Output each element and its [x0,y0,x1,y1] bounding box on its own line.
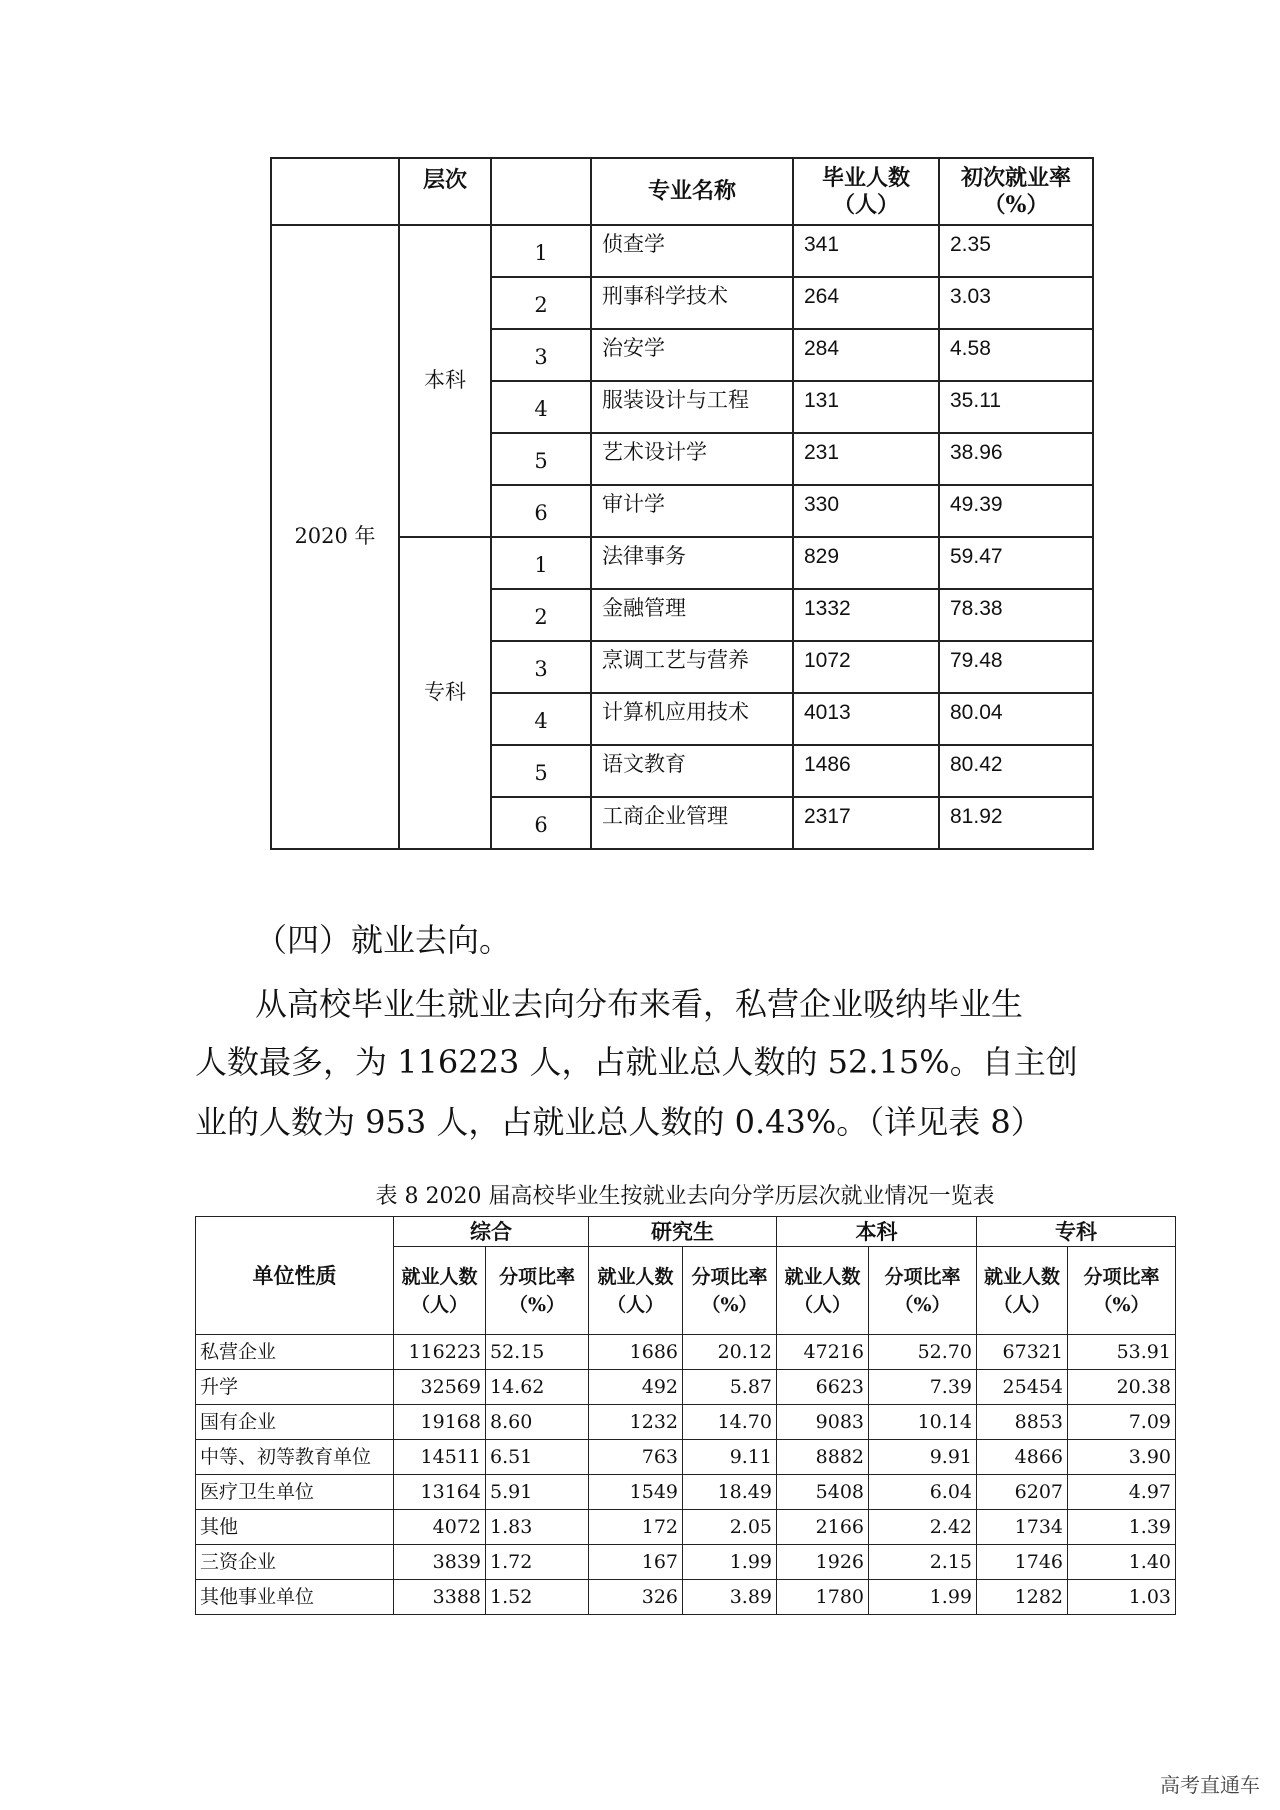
major-name: 计算机应用技术 [591,693,793,745]
value-cell: 5.87 [683,1370,777,1405]
row-number: 4 [491,693,591,745]
year-cell: 2020 年 [271,225,399,849]
grad-count: 341 [793,225,939,277]
unit-type: 其他事业单位 [196,1580,394,1615]
value-cell: 6207 [977,1475,1068,1510]
group-header: 专科 [977,1217,1176,1247]
value-cell: 52.15 [486,1335,589,1370]
table-row [196,1405,1176,1440]
table-caption: 表 8 2020 届高校毕业生按就业去向分学历层次就业情况一览表 [375,1184,995,1209]
value-cell: 20.12 [683,1335,777,1370]
grad-count: 284 [793,329,939,381]
value-cell: 52.70 [869,1335,977,1370]
employment-destination-table [195,1216,1176,1615]
row-number: 6 [491,797,591,849]
row-number: 3 [491,641,591,693]
group-header: 本科 [777,1217,977,1247]
major-name: 语文教育 [591,745,793,797]
value-cell: 8.60 [486,1405,589,1440]
value-cell: 1.83 [486,1510,589,1545]
employment-rate: 80.04 [939,693,1093,745]
value-cell: 1.72 [486,1545,589,1580]
row-number: 5 [491,745,591,797]
value-cell: 167 [589,1545,683,1580]
value-cell: 326 [589,1580,683,1615]
major-name: 金融管理 [591,589,793,641]
employment-rate: 81.92 [939,797,1093,849]
table-row [196,1335,1176,1370]
value-cell: 5.91 [486,1475,589,1510]
unit-type: 升学 [196,1370,394,1405]
value-cell: 20.38 [1068,1370,1176,1405]
header-level: 层次 [399,158,491,225]
value-cell: 116223 [394,1335,486,1370]
value-cell: 6.51 [486,1440,589,1475]
value-cell: 1.40 [1068,1545,1176,1580]
sub-header: 就业人数（人） [394,1247,486,1335]
employment-rate: 59.47 [939,537,1093,589]
employment-rate: 2.35 [939,225,1093,277]
unit-type: 国有企业 [196,1405,394,1440]
value-cell: 1.99 [869,1580,977,1615]
table-row [196,1545,1176,1580]
table-header-row [271,158,1093,225]
value-cell: 2.15 [869,1545,977,1580]
major-name: 烹调工艺与营养 [591,641,793,693]
row-number: 2 [491,589,591,641]
watermark: 高考直通车 [1160,1773,1260,1797]
value-cell: 1549 [589,1475,683,1510]
value-cell: 6.04 [869,1475,977,1510]
grad-count: 4013 [793,693,939,745]
employment-rate: 80.42 [939,745,1093,797]
major-name: 治安学 [591,329,793,381]
value-cell: 14511 [394,1440,486,1475]
table-row [196,1370,1176,1405]
row-number: 3 [491,329,591,381]
grad-count: 131 [793,381,939,433]
major-name: 侦查学 [591,225,793,277]
grad-count: 2317 [793,797,939,849]
value-cell: 9.11 [683,1440,777,1475]
header-major: 专业名称 [591,158,793,225]
value-cell: 47216 [777,1335,869,1370]
row-number: 1 [491,225,591,277]
value-cell: 25454 [977,1370,1068,1405]
value-cell: 5408 [777,1475,869,1510]
unit-type: 三资企业 [196,1545,394,1580]
employment-rate: 78.38 [939,589,1093,641]
header-rate: 初次就业率（%） [939,158,1093,225]
sub-header: 分项比率（%） [1068,1247,1176,1335]
value-cell: 7.39 [869,1370,977,1405]
sub-header: 就业人数（人） [777,1247,869,1335]
employment-rate: 79.48 [939,641,1093,693]
employment-rate: 35.11 [939,381,1093,433]
grad-count: 1486 [793,745,939,797]
grad-count: 231 [793,433,939,485]
value-cell: 53.91 [1068,1335,1176,1370]
value-cell: 3.90 [1068,1440,1176,1475]
value-cell: 2.42 [869,1510,977,1545]
value-cell: 3388 [394,1580,486,1615]
unit-type: 中等、初等教育单位 [196,1440,394,1475]
value-cell: 1926 [777,1545,869,1580]
value-cell: 7.09 [1068,1405,1176,1440]
group-header-row [196,1217,1176,1247]
value-cell: 14.62 [486,1370,589,1405]
value-cell: 763 [589,1440,683,1475]
table-row [271,225,1093,277]
value-cell: 9083 [777,1405,869,1440]
value-cell: 1780 [777,1580,869,1615]
row-number: 5 [491,433,591,485]
value-cell: 1282 [977,1580,1068,1615]
value-cell: 32569 [394,1370,486,1405]
value-cell: 172 [589,1510,683,1545]
value-cell: 10.14 [869,1405,977,1440]
value-cell: 8853 [977,1405,1068,1440]
value-cell: 67321 [977,1335,1068,1370]
value-cell: 4.97 [1068,1475,1176,1510]
employment-rate: 3.03 [939,277,1093,329]
major-name: 艺术设计学 [591,433,793,485]
value-cell: 1.39 [1068,1510,1176,1545]
value-cell: 1686 [589,1335,683,1370]
paragraph-line: 业的人数为 953 人，占就业总人数的 0.43%。（详见表 8） [195,1103,1043,1141]
value-cell: 492 [589,1370,683,1405]
row-number: 1 [491,537,591,589]
value-cell: 4072 [394,1510,486,1545]
unit-type: 医疗卫生单位 [196,1475,394,1510]
employment-rate: 38.96 [939,433,1093,485]
header-empty [491,158,591,225]
employment-rate: 49.39 [939,485,1093,537]
paragraph-line: 人数最多，为 116223 人，占就业总人数的 52.15%。自主创 [195,1043,1078,1081]
header-grads: 毕业人数（人） [793,158,939,225]
level-cell: 专科 [399,537,491,849]
value-cell: 1.99 [683,1545,777,1580]
major-name: 审计学 [591,485,793,537]
unit-type: 私营企业 [196,1335,394,1370]
value-cell: 9.91 [869,1440,977,1475]
sub-header: 就业人数（人） [589,1247,683,1335]
table-row [196,1510,1176,1545]
grad-count: 330 [793,485,939,537]
value-cell: 6623 [777,1370,869,1405]
employment-rate: 4.58 [939,329,1093,381]
table-row [196,1475,1176,1510]
level-cell: 本科 [399,225,491,537]
row-number: 4 [491,381,591,433]
major-employment-table [270,157,1094,850]
table-row [196,1580,1176,1615]
unit-type: 其他 [196,1510,394,1545]
value-cell: 13164 [394,1475,486,1510]
group-header: 综合 [394,1217,589,1247]
table-row [196,1440,1176,1475]
header-unit: 单位性质 [196,1217,394,1335]
value-cell: 14.70 [683,1405,777,1440]
value-cell: 1232 [589,1405,683,1440]
value-cell: 1734 [977,1510,1068,1545]
major-name: 法律事务 [591,537,793,589]
sub-header: 分项比率（%） [869,1247,977,1335]
major-name: 服装设计与工程 [591,381,793,433]
header-empty [271,158,399,225]
section-heading: （四）就业去向。 [255,921,512,959]
sub-header: 就业人数（人） [977,1247,1068,1335]
grad-count: 264 [793,277,939,329]
sub-header: 分项比率（%） [683,1247,777,1335]
major-name: 工商企业管理 [591,797,793,849]
value-cell: 1.52 [486,1580,589,1615]
row-number: 2 [491,277,591,329]
row-number: 6 [491,485,591,537]
value-cell: 3839 [394,1545,486,1580]
value-cell: 3.89 [683,1580,777,1615]
value-cell: 1746 [977,1545,1068,1580]
major-name: 刑事科学技术 [591,277,793,329]
grad-count: 1072 [793,641,939,693]
group-header: 研究生 [589,1217,777,1247]
grad-count: 1332 [793,589,939,641]
value-cell: 1.03 [1068,1580,1176,1615]
value-cell: 8882 [777,1440,869,1475]
value-cell: 4866 [977,1440,1068,1475]
grad-count: 829 [793,537,939,589]
sub-header: 分项比率（%） [486,1247,589,1335]
paragraph-line: 从高校毕业生就业去向分布来看，私营企业吸纳毕业生 [255,985,1024,1023]
value-cell: 19168 [394,1405,486,1440]
value-cell: 18.49 [683,1475,777,1510]
value-cell: 2166 [777,1510,869,1545]
value-cell: 2.05 [683,1510,777,1545]
